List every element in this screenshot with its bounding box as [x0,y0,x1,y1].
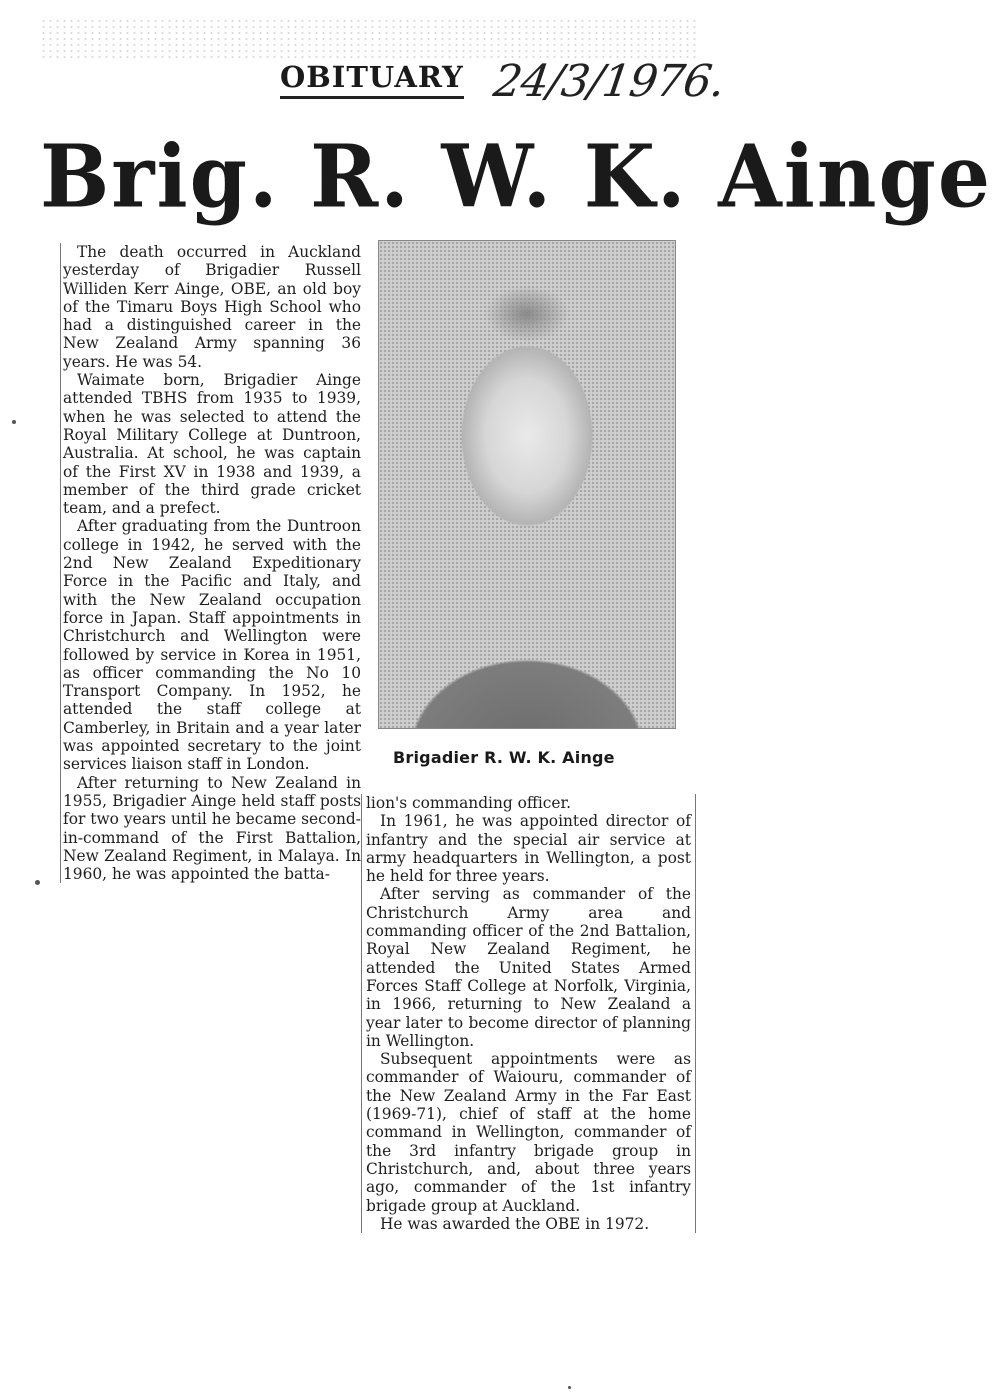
scan-speck [12,420,16,424]
scan-noise [40,18,700,60]
article-column-1 [60,243,361,883]
handwritten-date: 24/3/1976. [490,56,728,107]
section-heading: OBITUARY [280,60,464,99]
article-column-2 [361,794,696,1233]
article-paragraph: Subsequent appointments were as commander of Waiouru, commander of the New Zealand Army in the Far East (1969-71), chief of staff at the home command in Wellington, commander of the 3rd infantry brigade group in Christchurch, and, about three years ago, commander of the 1st infantry brigade group at Auckland. [366,1050,691,1215]
portrait-photo [378,240,676,729]
article-paragraph: lion's commanding officer. [366,794,572,812]
article-paragraph: After graduating from the Duntroon college in 1942, he served with the 2nd New Zealand Expeditionary Force in the Pacific and Italy, and with the New Zealand occupation force in Japan. Staff appointments in Christchurch and Wellington were followed by service in Korea in 1951, as officer commanding the No 10 Transport Company. In 1952, he attended the staff college at Camberley, in Britain and a year later was appointed secretary to the joint services liaison staff in London. [63,517,361,774]
article-paragraph: He was awarded the OBE in 1972. [380,1214,650,1233]
scan-speck [568,1386,571,1389]
article-paragraph: In 1961, he was appointed director of infantry and the special air service at army headquarters in Wellington, a post he held for three years. [366,812,691,886]
obituary-headline: Brig. R. W. K. Ainge [40,126,992,228]
article-paragraph: Waimate born, Brigadier Ainge attended TBHS from 1935 to 1939, when he was selected to attend the Royal Military College at Duntroon, Australia. At school, he was captain of the First XV in 1938 and 1939, a member of the third grade cricket team, and a prefect. [63,371,361,518]
article-paragraph: The death occurred in Auckland yesterday of Brigadier Russell Williden Kerr Ainge, OBE, an old boy of the Timaru Boys High School who had a distinguished career in the New Zealand Army spanning 36 years. He was 54. [63,243,361,371]
article-paragraph: After returning to New Zealand in 1955, Brigadier Ainge held staff posts for two years until he became second-in-command of the First Battalion, New Zealand Regiment, in Malaya. In 1960, he was appointed the batta- [63,773,361,884]
scan-speck [35,880,40,885]
article-paragraph: After serving as commander of the Christchurch Army area and commanding officer of the 2nd Battalion, Royal New Zealand Regiment, he attended the United States Armed Forces Staff College at Norfolk, Virginia, in 1966, returning to New Zealand a year later to become director of planning in Wellington. [366,885,691,1050]
photo-caption: Brigadier R. W. K. Ainge [393,748,615,767]
